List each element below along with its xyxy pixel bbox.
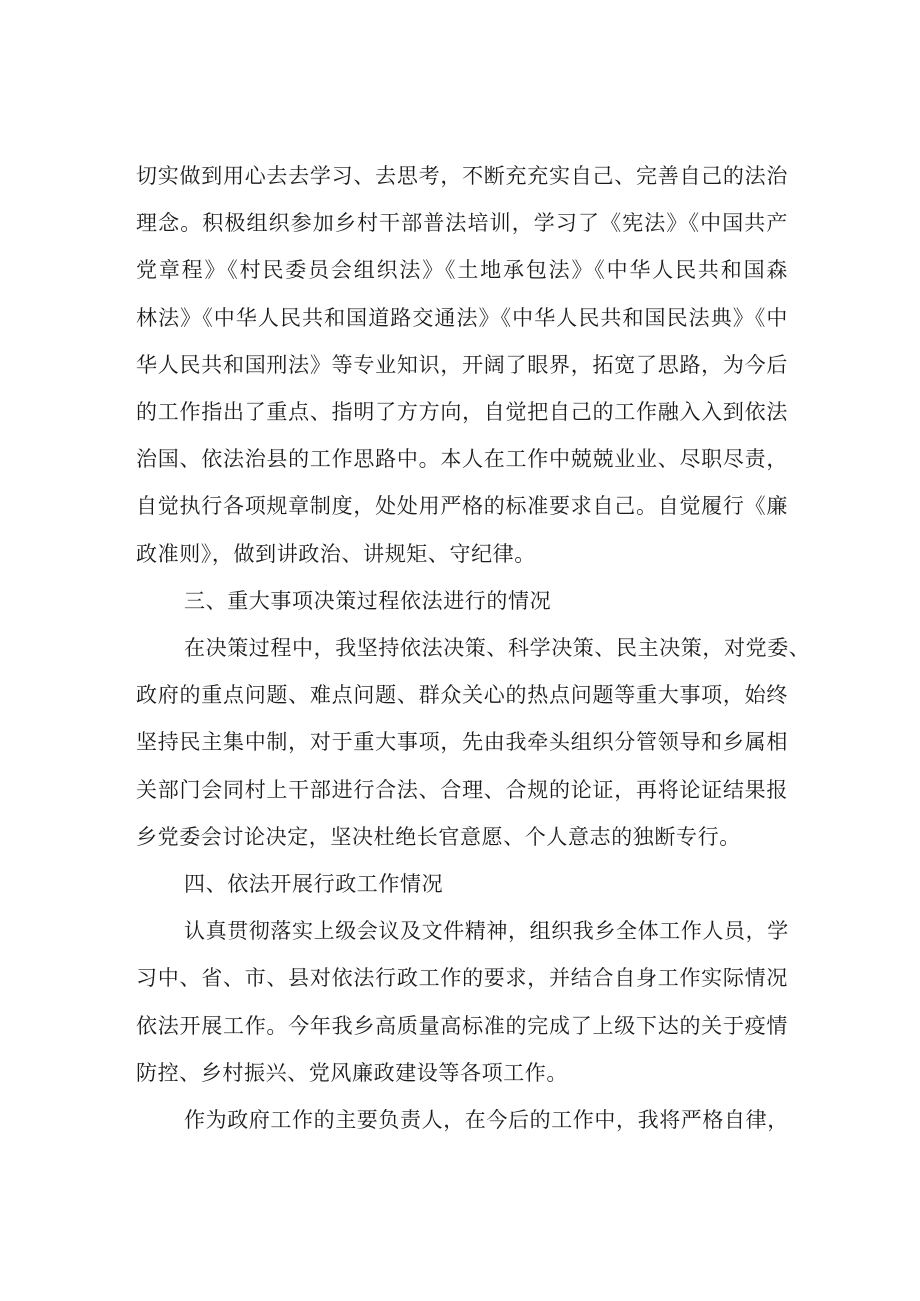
body-text-line: 坚持民主集中制，对于重大事项，先由我牵头组织分管领导和乡属相 bbox=[136, 730, 788, 754]
body-text-line: 习中、省、市、县对依法行政工作的要求，并结合自身工作实际情况 bbox=[136, 966, 788, 990]
body-text-line: 政准则》，做到讲政治、讲规矩、守纪律。 bbox=[136, 542, 536, 566]
body-text-line: 在决策过程中，我坚持依法决策、科学决策、民主决策，对党委、 bbox=[184, 636, 811, 660]
body-text-line: 认真贯彻落实上级会议及文件精神，组织我乡全体工作人员，学 bbox=[184, 919, 789, 943]
body-text-line: 作为政府工作的主要负责人，在今后的工作中，我将严格自律， bbox=[184, 1108, 789, 1132]
body-text-line: 切实做到用心去去学习、去思考，不断充充实自己、完善自己的法治 bbox=[136, 164, 788, 188]
body-text-line: 依法开展工作。今年我乡高质量高标准的完成了上级下达的关于疫情 bbox=[136, 1014, 788, 1038]
body-text-line: 党章程》《村民委员会组织法》《土地承包法》《中华人民共和国森 bbox=[136, 258, 788, 282]
body-text-line: 的工作指出了重点、指明了方方向，自觉把自己的工作融入入到依法 bbox=[136, 400, 788, 424]
body-text-line: 林法》《中华人民共和国道路交通法》《中华人民共和国民法典》《中 bbox=[136, 306, 788, 330]
body-text-line: 关部门会同村上干部进行合法、合理、合规的论证，再将论证结果报 bbox=[136, 778, 788, 802]
body-text-line: 乡党委会讨论决定，坚决杜绝长官意愿、个人意志的独断专行。 bbox=[136, 825, 741, 849]
body-text-line: 防控、乡村振兴、党风廉政建设等各项工作。 bbox=[136, 1061, 568, 1085]
body-text-line: 华人民共和国刑法》等专业知识，开阔了眼界，拓宽了思路，为今后 bbox=[136, 353, 788, 377]
section-heading: 四、依法开展行政工作情况 bbox=[184, 872, 444, 896]
body-text-line: 治国、依法治县的工作思路中。本人在工作中兢兢业业、尽职尽责， bbox=[136, 447, 788, 471]
body-text-line: 自觉执行各项规章制度，处处用严格的标准要求自己。自觉履行《廉 bbox=[136, 494, 788, 518]
section-heading: 三、重大事项决策过程依法进行的情况 bbox=[184, 589, 552, 613]
body-text-line: 政府的重点问题、难点问题、群众关心的热点问题等重大事项，始终 bbox=[136, 683, 788, 707]
body-text-line: 理念。积极组织参加乡村干部普法培训，学习了《宪法》《中国共产 bbox=[136, 211, 788, 235]
